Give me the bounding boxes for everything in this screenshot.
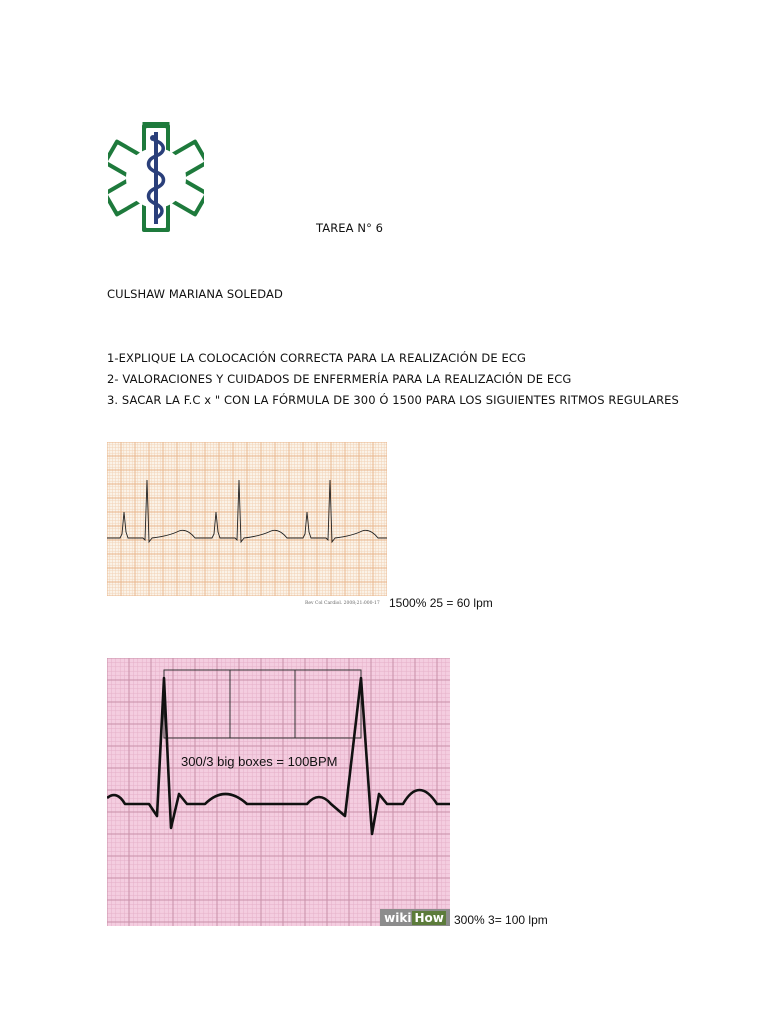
question-1: 1-EXPLIQUE LA COLOCACIÓN CORRECTA PARA LA REALIZACIÓN DE ECG [107,351,526,365]
ecg-strip-1 [107,442,387,596]
star-of-life-logo-icon [108,122,204,234]
task-title: TAREA N° 6 [316,221,384,235]
question-2: 2- VALORACIONES Y CUIDADOS DE ENFERMERÍA PARA LA REALIZACIÓN DE ECG [107,372,572,386]
ecg-2-annotation: 300/3 big boxes = 100BPM [181,754,338,769]
ecg-1-source-note: Rev Col Cardiol. 2008;21:000-17 [305,601,380,606]
ecg-strip-2 [107,658,450,926]
question-3: 3. SACAR LA F.C x " CON LA FÓRMULA DE 300 Ó 1500 PARA LOS SIGUIENTES RITMOS REGULARES [107,393,679,407]
ecg-2-answer: 300% 3= 100 lpm [454,913,548,927]
wikihow-badge-part1: wiki [384,910,412,925]
student-name: CULSHAW MARIANA SOLEDAD [107,287,283,301]
ecg-1-answer: 1500% 25 = 60 lpm [389,596,493,610]
wikihow-badge-part2: How [414,910,444,925]
wikihow-badge [380,909,450,926]
